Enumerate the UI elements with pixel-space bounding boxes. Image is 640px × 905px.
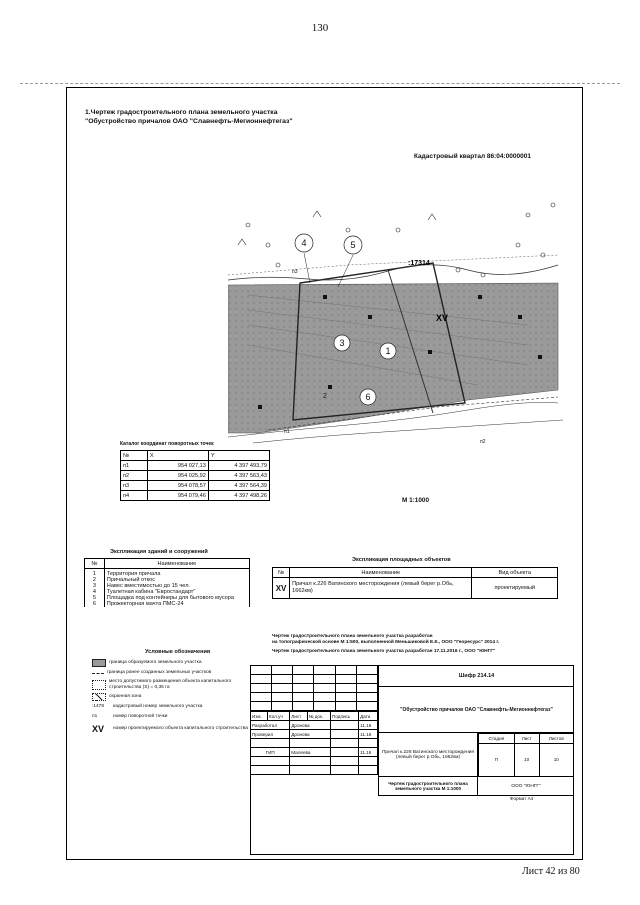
legend-item — [92, 668, 252, 678]
cell: XV — [273, 578, 290, 599]
stamp-cell: Дата — [359, 712, 378, 721]
stamp-cell: Дронова — [290, 730, 331, 739]
areas-header-num: № — [273, 568, 290, 578]
title-stamp — [250, 665, 574, 855]
list-item-num: 4 — [92, 589, 96, 595]
buildings-header-num: № — [85, 559, 105, 569]
map-scale: М 1:1000 — [402, 497, 429, 504]
legend-item — [92, 702, 252, 712]
cell: п4 — [121, 491, 148, 501]
table-row — [121, 461, 270, 471]
stamp-drawing: Чертеж градостроительного плана земельного участка М 1:1000 — [378, 777, 478, 795]
legend-text: охранная зона — [109, 694, 142, 699]
map-label-4: 4 — [301, 238, 307, 248]
list-item-num: 6 — [92, 601, 96, 607]
legend-text: номер поворотной точки — [113, 714, 168, 719]
stamp-org: ООО "ЮНГГ" — [511, 783, 541, 789]
stamp-cell: Лист — [290, 712, 307, 721]
cell: Причал к.226 Ватинского месторождения (левый берег р.Обь, 1662км) — [290, 578, 472, 599]
map-label-5: 5 — [350, 240, 356, 250]
object-code: XV — [436, 313, 449, 323]
list-item-num: 1 — [92, 571, 96, 577]
legend-item — [92, 712, 252, 722]
stamp-cell: ГИП — [251, 748, 290, 757]
coords-header-y: Y — [208, 451, 269, 461]
table-row — [273, 578, 558, 599]
cadastral-quarter: Кадастровый квартал 86:04:0000001 — [414, 153, 531, 160]
buildings-nums — [85, 569, 105, 608]
stamp-cell: Малеева — [290, 748, 331, 757]
buildings-names — [104, 569, 249, 608]
note-line: Чертеж градостроительного плана земельного участка разработан 17.11.2016 г., ООО "ЮНГГ" — [272, 649, 496, 654]
legend-item — [92, 678, 252, 692]
point-label-n3: п3 — [292, 269, 298, 275]
table-row — [121, 471, 270, 481]
stamp-cell: Изм. — [251, 712, 268, 721]
note-line: Чертеж градостроительного плана земельного участка разработан — [272, 634, 433, 639]
legend-text: номер проектируемого объекта капитального строительства — [113, 726, 248, 731]
cell: 954 027,13 — [147, 461, 208, 471]
coords-caption: Каталог координат поворотных точек — [120, 441, 214, 447]
swatch-protected — [92, 693, 106, 701]
point-label-n2: п2 — [480, 439, 486, 445]
legend-caption: Условные обозначения — [145, 649, 211, 655]
stamp-blank-rows — [250, 665, 378, 711]
list-item-num: 5 — [92, 595, 96, 601]
plot-number: :17314 — [408, 260, 430, 267]
list-item: Навес вместимостью до 15 чел. — [106, 583, 191, 589]
coords-header-x: X — [147, 451, 208, 461]
cell: п3 — [121, 481, 148, 491]
stamp-stage — [478, 733, 574, 777]
stamp-signatures — [250, 711, 378, 775]
note-line: на топографической основе М 1:500, выполненной Меньшиковой Е.К., ООО "Георесурс" 2014 г. — [272, 640, 500, 645]
site-map — [228, 175, 568, 455]
point-label-n1: п1 — [284, 429, 290, 435]
coords-header-num: № — [121, 451, 148, 461]
stamp-cell: 11.16 — [359, 721, 378, 730]
stamp-object: Причал к.226 Ватинского месторождения (левый берег р.Обь, 1662км) — [378, 733, 478, 777]
list-item: Туалетная кабина "Евростандарт" — [106, 589, 196, 595]
buildings-header-name: Наименование — [104, 559, 249, 569]
list-item: Площадка под контейнеры для бытового мусора — [106, 595, 235, 601]
map-label-3: 3 — [339, 338, 345, 348]
list-item-num: 2 — [92, 577, 96, 583]
areas-header-type: Вид объекта — [472, 568, 558, 578]
stamp-cell: 11.16 — [359, 730, 378, 739]
legend-text: граница ранее созданных земельных участков — [107, 670, 212, 675]
title-line-2: "Обустройство причалов ОАО "Славнефть-Мегионнефтегаз" — [85, 118, 293, 125]
stamp-cell: Дронова — [290, 721, 331, 730]
list-item: Территория причала — [106, 571, 161, 577]
stamp-cell: Проверил — [251, 730, 290, 739]
buildings-caption: Экспликация зданий и сооружений — [110, 549, 208, 555]
cell: 954 078,57 — [147, 481, 208, 491]
legend-text: граница образуемого земельного участка — [109, 660, 202, 665]
stamp-cell: Разработал — [251, 721, 290, 730]
stamp-cell: № док. — [307, 712, 331, 721]
table-row — [121, 491, 270, 501]
coords-block — [120, 441, 270, 501]
list-item: Причальный откос — [106, 577, 156, 583]
cell: 4 397 493,79 — [208, 461, 269, 471]
legend-text: кадастровый номер земельного участка — [113, 704, 203, 709]
areas-header-name: Наименование — [290, 568, 472, 578]
table-row — [121, 481, 270, 491]
notes — [272, 634, 572, 655]
stamp-cell: Листов — [539, 734, 573, 744]
cell: 4 397 563,43 — [208, 471, 269, 481]
cell: п2 — [121, 471, 148, 481]
map-label-1: 1 — [385, 346, 391, 356]
stamp-cell: Стадия — [479, 734, 515, 744]
page-number: 130 — [311, 22, 329, 34]
legend-text: место допустимого размещения объекта капитального строительства (S) = 0,35 га — [109, 679, 232, 690]
divider — [20, 83, 620, 84]
cell: п1 — [121, 461, 148, 471]
map-label-6: 6 — [365, 392, 371, 402]
swatch-dashed — [92, 673, 104, 674]
legend — [92, 658, 252, 736]
sheet-footer: Лист 42 из 80 — [522, 866, 580, 877]
areas-table — [272, 567, 558, 599]
cell: 4 397 498,26 — [208, 491, 269, 501]
buildings-table — [84, 558, 250, 607]
stamp-cell: 11.16 — [359, 748, 378, 757]
stamp-cell: Лист — [514, 734, 539, 744]
stamp-company: "Обустройство причалов ОАО "Славнефть-Мегионнефтегаз" — [378, 687, 574, 733]
list-item-num: 3 — [92, 583, 96, 589]
legend-mark: п1 — [92, 714, 98, 719]
areas-caption: Экспликация площадных объектов — [352, 557, 451, 563]
map-label-2: 2 — [323, 393, 327, 400]
cell: 4 397 564,39 — [208, 481, 269, 491]
legend-mark: :1478 — [92, 704, 105, 709]
cell: проектируемый — [472, 578, 558, 599]
legend-mark: XV — [92, 724, 105, 734]
drawing-title — [85, 108, 293, 126]
stamp-cell: 10 — [539, 743, 573, 776]
legend-item — [92, 658, 252, 668]
stamp-cell: Подпись — [331, 712, 359, 721]
legend-item — [92, 722, 252, 736]
stamp-cell: 10 — [514, 743, 539, 776]
cell: 954 079,46 — [147, 491, 208, 501]
stamp-cell: П — [479, 743, 515, 776]
cell: 954 025,92 — [147, 471, 208, 481]
legend-item — [92, 692, 252, 702]
stamp-format: Формат А4 — [510, 796, 534, 801]
list-item: Прожекторная мачта ПМС-24 — [106, 601, 184, 607]
swatch-plot — [92, 659, 106, 667]
swatch-placement — [92, 680, 106, 690]
stamp-code: Шифр 214.14 — [378, 665, 574, 687]
stamp-cell: Кол.уч — [268, 712, 290, 721]
coords-table — [120, 450, 270, 501]
title-line-1: 1.Чертеж градостроительного плана земельного участка — [85, 109, 278, 116]
